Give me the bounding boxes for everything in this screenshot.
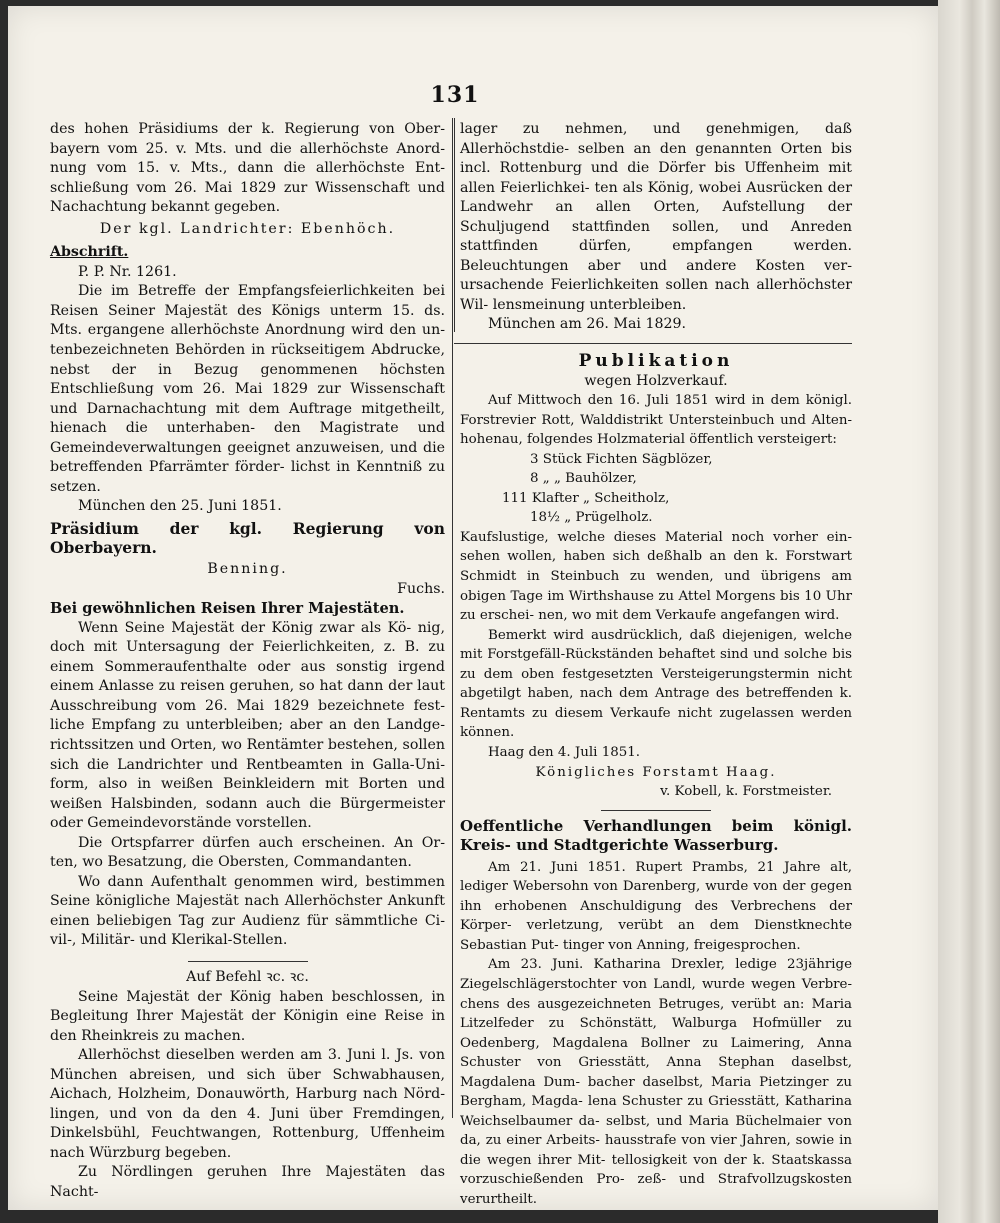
book-page-edge bbox=[938, 0, 1000, 1223]
column-divider bbox=[452, 118, 453, 1118]
right-column bbox=[460, 120, 852, 1210]
paragraph: Zu Nördlingen geruhen Ihre Majestäten das Nacht- bbox=[50, 1164, 445, 1200]
section-heading: Abschrift. bbox=[50, 244, 129, 261]
signature-name: Fuchs. bbox=[397, 580, 445, 597]
column-divider-double bbox=[454, 118, 455, 332]
reference-number: P. P. Nr. 1261. bbox=[78, 263, 177, 280]
paragraph: des hohen Präsidiums der k. Regierung von Ober- bayern vom 25. v. Mts. und die allerhöchste Anord- nung vom 15. v. Mts., dann die allerhöchste Ent- schließung vom 26. Mai 1829 zur Wissenschaft und Nachachtung bekannt gegeben. bbox=[50, 121, 445, 216]
list-item: 111 Klafter „ Scheitholz, bbox=[502, 490, 670, 506]
signature-name: Benning. bbox=[207, 561, 288, 578]
signature-name: v. Kobell, k. Forstmeister. bbox=[660, 784, 832, 800]
left-column bbox=[50, 120, 445, 1203]
list-item: 3 Stück Fichten Sägblözer, bbox=[530, 451, 713, 467]
paragraph: Am 23. Juni. Katharina Drexler, ledige 23jährige Ziegelschlägerstochter von Landl, wurde wegen Verbre- chens des ausgezeichneten Betruges, verübt an: Maria Litzelfeder zu Schönstätt, Walburga Hofmüller zu Oedenberg, Magdalena Bollner zu Laimering, Anna Schuster von Griesstätt, Anna Stephan daselbst, Magdalena Dum- bacher daselbst, Maria Pietzinger zu Bergham, Magda- lena Schuster zu Griesstätt, Katharina Weichselbaumer da- selbst, und Maria Büchelmaier von da, zu einer Arbeits- hausstrafe von vier Jahren, sowie in die wegen ihrer Mit- tellosigkeit von der k. Staatskassa vorzuschießenden Pro- zeß- und Strafvollzugskosten verurtheilt. bbox=[460, 957, 852, 1207]
paragraph: Kaufslustige, welche dieses Material noch vorher ein- sehen wollen, haben sich deßhalb an den k. Forstwart Schmidt in Steinbuch zu wenden, und übrigens am obigen Tage im Wirthshause zu Attel Morgens bis 10 Uhr zu erschei- nen, wo mit dem Verkaufe angefangen wird. bbox=[460, 529, 852, 624]
signature-line: Der kgl. Landrichter: Ebenhöch. bbox=[99, 220, 396, 237]
paragraph: Die im Betreffe der Empfangsfeierlichkeiten bei Reisen Seiner Majestät des Königs unterm 15. ds. Mts. ergangene allerhöchste Anordnung wird den un- tenbezeichneten Behörden in rückseitigem Abdrucke, nebst der in Bezug genommenen höchsten Entschließung vom 26. Mai 1829 zur Wissenschaft und Darnachachtung mit dem Auftrage mitgetheilt, hienach die unterhaben- den Magistrate und Gemeindeverwaltungen geeignet anzuweisen, und die betreffenden Pfarrämter förder- lichst in Kenntniß zu setzen. bbox=[50, 283, 445, 495]
order-line: Auf Befehl ꝛc. ꝛc. bbox=[186, 968, 309, 985]
paragraph: Wenn Seine Majestät der König zwar als Kö- nig, doch mit Untersagung der Feierlichkeiten, z. B. zu einem Sommeraufenthalte oder aus sonstig irgend einem Anlasse zu reisen geruhen, so hat dann der laut Ausschreibung vom 26. Mai 1829 bezeichnete fest- liche Empfang zu unterbleiben; aber an den Landge- richtssitzen und Orten, wo Rentämter bestehen, sollen sich die Landrichter und Rentbeamten in Galla-Uni- form, also in weißen Beinkleidern mit Borten und weißen Halsbinden, sodann auch die Bürgermeister oder Gemeindevorstände vorstellen. bbox=[50, 619, 445, 832]
authority-heading: Präsidium der kgl. Regierung von Oberbayern. bbox=[50, 518, 445, 558]
section-rule bbox=[601, 810, 711, 811]
court-heading: Oeffentliche Verhandlungen beim königl. Kreis- und Stadtgerichte Wasserburg. bbox=[460, 816, 852, 855]
paragraph: Die Ortspfarrer dürfen auch erscheinen. An Or- ten, wo Besatzung, die Obersten, Commandanten. bbox=[50, 834, 445, 871]
paragraph: Wo dann Aufenthalt genommen wird, bestimmen Seine königliche Majestät nach Allerhöchster Ankunft einen beliebigen Tag zur Audienz für sämmtliche Ci- vil-, Militär- und Klerikal-Stellen. bbox=[50, 873, 445, 949]
list-item: 8 „ „ Bauhölzer, bbox=[530, 471, 637, 487]
page-number: 131 bbox=[430, 82, 480, 108]
section-heading: Bei gewöhnlichen Reisen Ihrer Majestäten. bbox=[50, 600, 405, 618]
date-line: Haag den 4. Juli 1851. bbox=[488, 744, 641, 760]
date-line: München den 25. Juni 1851. bbox=[78, 498, 282, 515]
paragraph: Bemerkt wird ausdrücklich, daß diejenigen, welche mit Forstgefäll-Rückständen behaftet sind und solche bis zu dem oben festgesetzten Versteigerungstermin nicht abgetilgt haben, nach dem Antrage des betreffenden k. Rentamts zu diesem Verkaufe nicht zugelassen werden können. bbox=[460, 627, 852, 741]
paragraph: Seine Majestät der König haben beschlossen, in Begleitung Ihrer Majestät der Königin eine Reise in den Rheinkreis zu machen. bbox=[50, 988, 445, 1044]
section-rule bbox=[454, 343, 852, 344]
paragraph: Auf Mittwoch den 16. Juli 1851 wird in dem königl. Forstrevier Rott, Walddistrikt Untersteinbuch und Alten- hohenau, folgendes Holzmaterial öffentlich versteigert: bbox=[460, 393, 852, 448]
paragraph: lager zu nehmen, und genehmigen, daß Allerhöchstdie- selben an den genannten Orten bis incl. Rottenburg und die Dörfer bis Uffenheim mit allen Feierlichkei- ten als König, wobei Ausrücken der Landwehr an allen Orten, Aufstellung der Schuljugend stattfinden sollen, und Anreden stattfinden dürfen, empfangen werden. Beleuchtungen aber und andere Kosten ver- ursachende Feierlichkeiten sollen nach allerhöchster Wil- lensmeinung unterbleiben. bbox=[460, 121, 852, 313]
list-item: 18½ „ Prügelholz. bbox=[530, 510, 653, 526]
paragraph: Allerhöchst dieselben werden am 3. Juni l. Js. von München abreisen, und sich über Schwabhausen, Aichach, Holzheim, Donauwörth, Harburg nach Nörd- lingen, und von da den 4. Juni über Fremdingen, Dinkelsbühl, Feuchtwangen, Rottenburg, Uffenheim nach Würzburg begeben. bbox=[50, 1047, 445, 1161]
publication-heading: Publikation bbox=[578, 351, 734, 372]
section-rule bbox=[188, 961, 308, 962]
paragraph: Am 21. Juni 1851. Rupert Prambs, 21 Jahre alt, lediger Webersohn von Darenberg, wurde von der gegen ihn erhobenen Anschuldigung des Verbrechens der Körper- verletzung, verübt an dem Dienstknechte Sebastian Put- tinger von Anning, freigesprochen. bbox=[460, 859, 852, 953]
publication-subheading: wegen Holzverkauf. bbox=[584, 372, 728, 389]
date-line: München am 26. Mai 1829. bbox=[488, 316, 687, 333]
signature-line: Königliches Forstamt Haag. bbox=[535, 764, 777, 780]
